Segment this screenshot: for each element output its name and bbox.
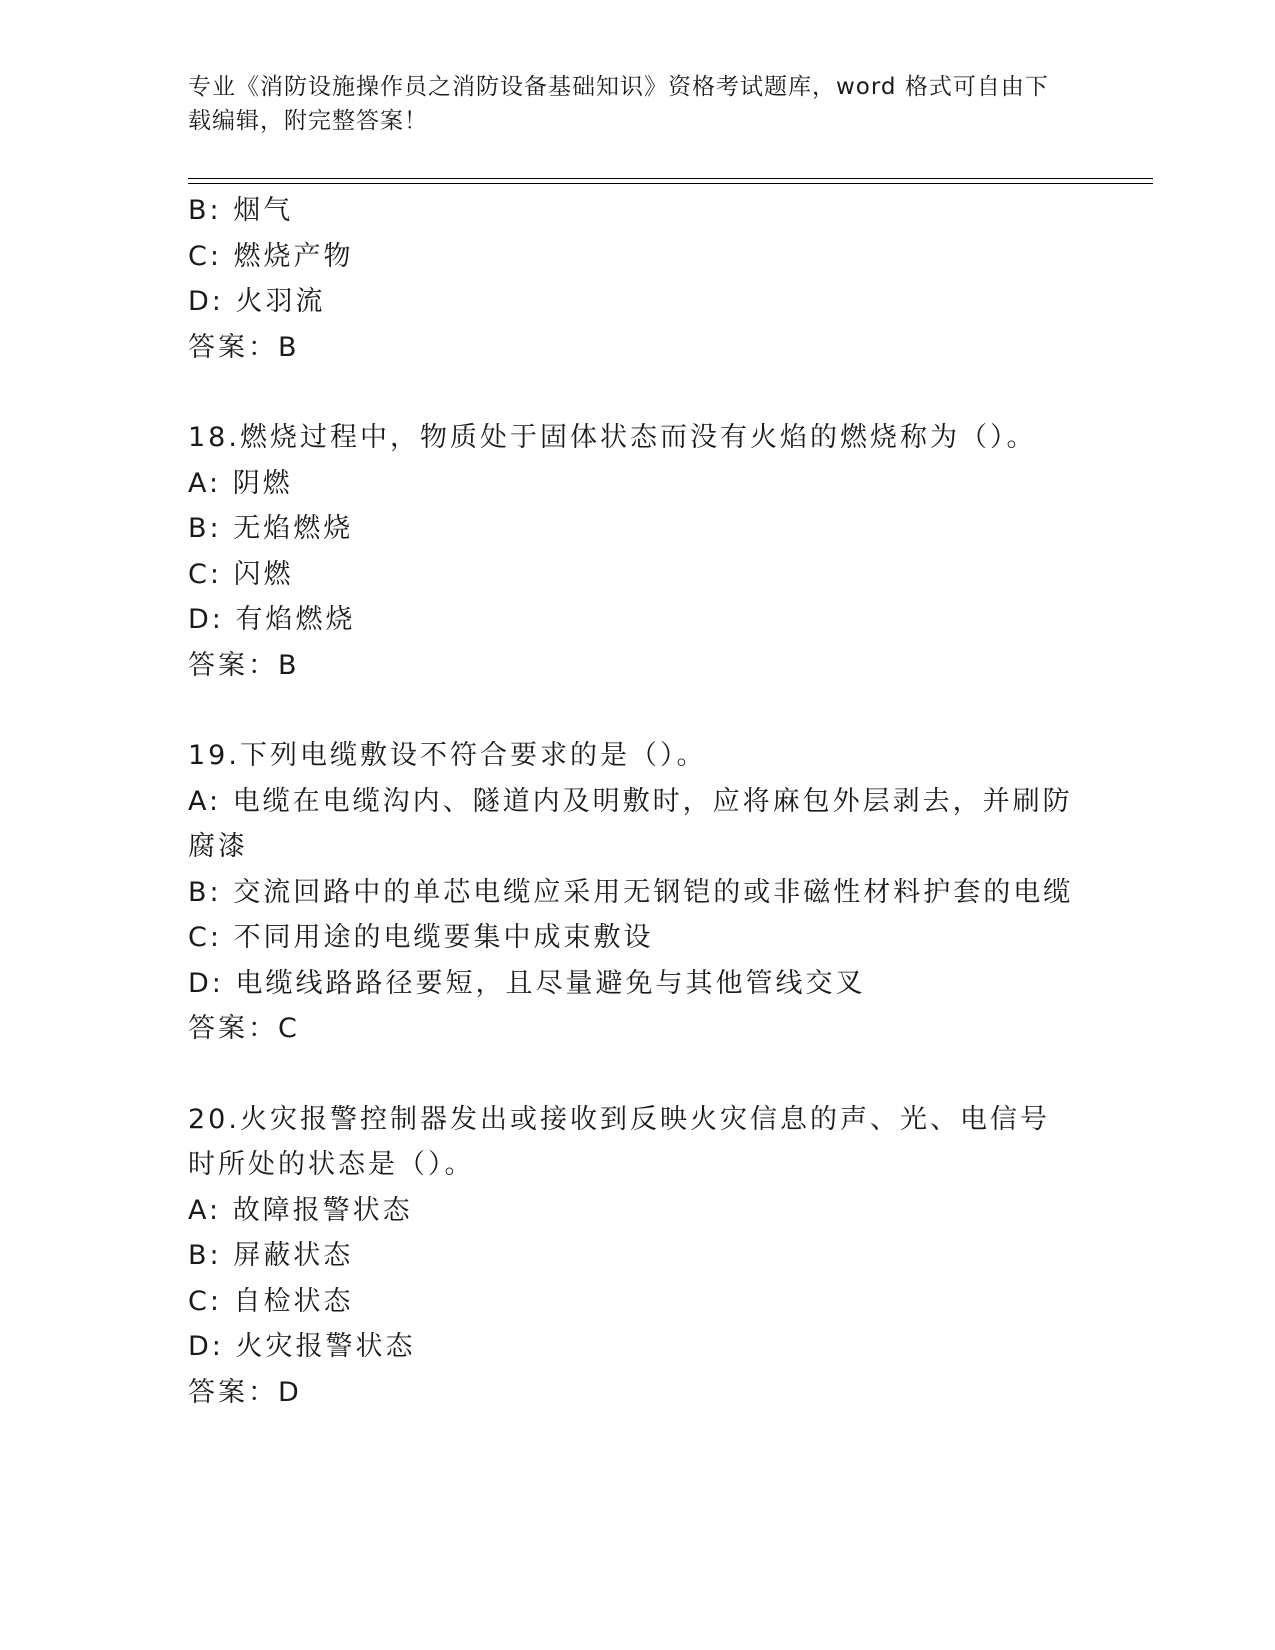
option-d [188,961,1088,1007]
question-20 [188,1097,1088,1416]
option-letter: A: [188,785,222,817]
option-text: 火羽流 [235,286,326,317]
option-letter: A: [188,1194,222,1226]
option-text: 闪燃 [233,558,294,590]
header-line-1: 专业《消防设施操作员之消防设备基础知识》资格考试题库，word 格式可自由下 [188,74,1049,100]
spacer [188,1052,1088,1097]
option-text: 电缆线路路径要短，且尽量避免与其他管线交叉 [235,967,866,999]
option-text: 有焰燃烧 [235,604,356,635]
option-b [188,870,1088,916]
option-b [188,506,1088,552]
spacer [188,688,1088,733]
option-letter: D: [188,1331,224,1362]
option-letter: B: [188,195,222,226]
question-stem: 18.燃烧过程中，物质处于固体状态而没有火焰的燃烧称为（）。 [188,422,1037,453]
option-text: 烟气 [233,195,294,226]
option-text: 火灾报警状态 [235,1331,416,1362]
option-letter: C: [188,240,222,272]
header-rule-top [188,178,1153,179]
option-b [188,1233,1088,1279]
spacer [188,370,1088,415]
option-text: 阴燃 [232,467,293,499]
option-a [188,779,1078,870]
option-letter: D: [188,604,224,635]
question-17-tail [188,188,1088,370]
option-letter: D: [188,967,224,999]
answer: 答案：B [188,331,300,363]
option-letter: B: [188,513,222,544]
question-stem: 19.下列电缆敷设不符合要求的是（）。 [188,740,707,771]
question-list [188,188,1088,1415]
option-c [188,234,1088,280]
option-text: 燃烧产物 [233,240,354,272]
header-rule-bottom [188,183,1153,184]
answer: 答案：C [188,1013,300,1044]
option-letter: B: [188,1240,222,1271]
answer: 答案：B [188,649,300,681]
option-c [188,552,1088,598]
option-text: 不同用途的电缆要集中成束敷设 [233,922,654,953]
question-18 [188,415,1088,688]
header-line-2: 载编辑，附完整答案！ [188,108,428,134]
option-text: 无焰燃烧 [233,513,354,544]
question-stem: 20.火灾报警控制器发出或接收到反映火灾信息的声、光、电信号时所处的状态是（）。 [188,1103,1050,1180]
option-d [188,597,1088,643]
option-a [188,461,1088,507]
option-a [188,1188,1088,1234]
option-letter: C: [188,1285,222,1317]
option-text: 故障报警状态 [232,1194,413,1226]
option-letter: C: [188,922,222,953]
option-text: 屏蔽状态 [233,1240,354,1271]
option-letter: B: [188,876,222,908]
option-c [188,915,1088,961]
option-letter: C: [188,558,222,590]
page-header [188,70,1088,138]
option-text: 自检状态 [233,1285,354,1317]
option-letter: A: [188,467,222,499]
question-19 [188,733,1088,1052]
option-c [188,1279,1088,1325]
option-letter: D: [188,286,224,317]
option-d [188,279,1088,325]
option-text: 交流回路中的单芯电缆应采用无钢铠的或非磁性材料护套的电缆 [233,876,1074,908]
option-text: 电缆在电缆沟内、隧道内及明敷时，应将麻包外层剥去，并刷防腐漆 [188,785,1073,862]
option-d [188,1324,1088,1370]
answer: 答案：D [188,1376,302,1408]
option-b [188,188,1088,234]
